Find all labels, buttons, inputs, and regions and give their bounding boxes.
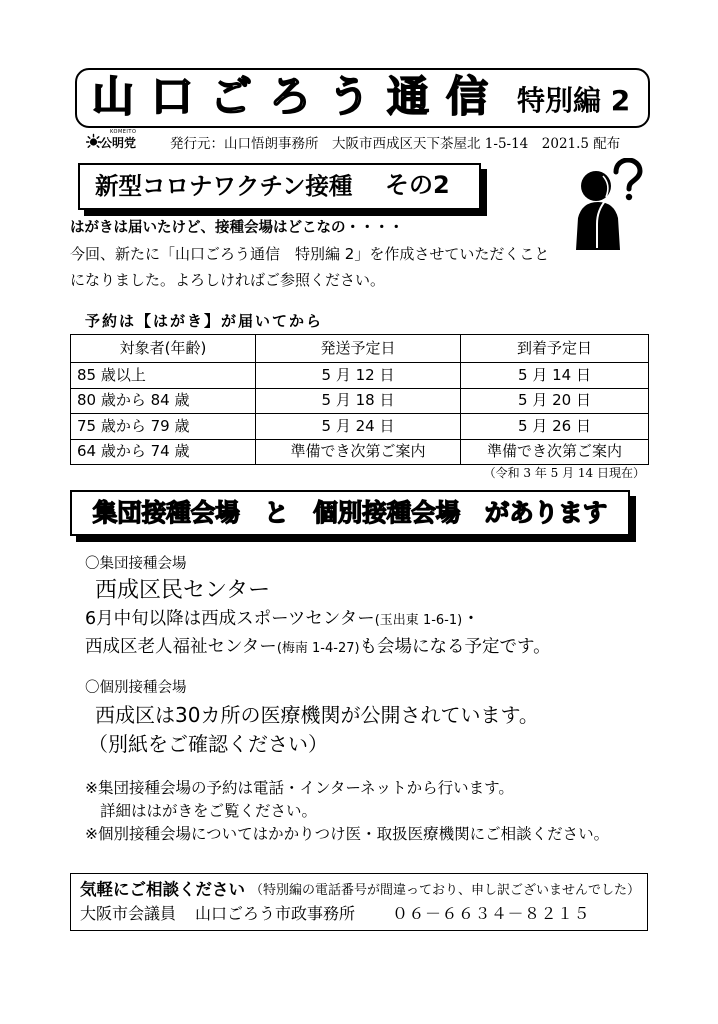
contact-apology: （特別編の電話番号が間違っており、申し訳ございませんでした） (250, 883, 641, 898)
arrival-date-cell: 5 月 26 日 (461, 414, 649, 440)
ship-date-cell: 5 月 24 日 (256, 414, 461, 440)
age-group-cell: 64 歳から 74 歳 (71, 439, 256, 465)
intro-question: はがきは届いたけど、接種会場はどこなの・・・・ (70, 220, 404, 236)
individual-venue-line: （別紙をご確認ください） (88, 732, 328, 756)
intro-line: 今回、新たに「山口ごろう通信 特別編 2」を作成させていただくこと (70, 245, 550, 263)
party-logo-name: 公明党 (100, 136, 137, 150)
publisher-info: 発行元：山口悟朗事務所 大阪市西成区天下茶屋北 1-5-14 2021.5 配布 (170, 136, 621, 152)
contact-phone: ０６－６６３４－８２１５ (392, 904, 591, 923)
arrival-date-cell: 準備でき次第ご案内 (461, 439, 649, 465)
intro-line: になりました。よろしければご参照ください。 (70, 271, 386, 289)
venue-text: 西成区老人福祉センター (85, 637, 277, 657)
newsletter-title: 山口ごろう通信 (92, 72, 506, 121)
venue-text-tail: ・ (462, 609, 480, 629)
column-header: 対象者(年齢) (71, 335, 256, 363)
arrival-date-cell: 5 月 14 日 (461, 363, 649, 389)
table-header-row (71, 335, 649, 363)
schedule-caption: 予約は【はがき】が届いてから (85, 312, 324, 330)
table-row (71, 388, 649, 414)
age-group-cell: 80 歳から 84 歳 (71, 388, 256, 414)
ship-date-cell: 5 月 18 日 (256, 388, 461, 414)
sun-logo-icon (86, 133, 101, 149)
section2-title: 集団接種会場 と 個別接種会場 があります (92, 498, 608, 527)
edition-label: 特別編 2 (517, 84, 631, 117)
group-venue-heading: 〇集団接種会場 (85, 556, 187, 572)
section1-title: 新型コロナワクチン接種 (95, 172, 353, 200)
age-group-cell: 85 歳以上 (71, 363, 256, 389)
table-row (71, 414, 649, 440)
venue-address: (玉出東 1-6-1) (374, 613, 463, 628)
ship-date-cell: 準備でき次第ご案内 (256, 439, 461, 465)
note-line: ※集団接種会場の予約は電話・インターネットから行います。 (85, 779, 514, 797)
venue-text-tail: も会場になる予定です。 (359, 637, 551, 657)
as-of-date: （令和 3 年 5 月 14 日現在） (483, 466, 645, 480)
venue-text: 6月中旬以降は西成スポーツセンター (85, 609, 375, 629)
column-header: 発送予定日 (256, 335, 461, 363)
note-line: 詳細ははがきをご覧ください。 (100, 802, 318, 820)
individual-venue-heading: 〇個別接種会場 (85, 680, 187, 696)
ship-date-cell: 5 月 12 日 (256, 363, 461, 389)
age-group-cell: 75 歳から 79 歳 (71, 414, 256, 440)
group-venue-line (85, 637, 551, 658)
note-line: ※個別接種会場についてはかかりつけ医・取扱医療機関にご相談ください。 (85, 825, 610, 843)
individual-venue-line: 西成区は30カ所の医療機関が公開されています。 (95, 703, 539, 727)
contact-title: 大阪市会議員 (80, 904, 177, 923)
contact-heading: 気軽にご相談ください (80, 880, 245, 899)
arrival-date-cell: 5 月 20 日 (461, 388, 649, 414)
venue-address: (梅南 1-4-27) (276, 641, 360, 656)
group-venue-line (85, 609, 480, 630)
logo-tag: KOMEITO (110, 129, 137, 135)
section1-suffix: その2 (385, 171, 450, 199)
thinking-person-icon (570, 158, 652, 250)
table-row (71, 439, 649, 465)
group-venue-name: 西成区民センター (95, 578, 271, 603)
contact-office: 山口ごろう市政事務所 (195, 904, 356, 923)
reservation-schedule-table (70, 334, 649, 465)
table-row (71, 363, 649, 389)
column-header: 到着予定日 (461, 335, 649, 363)
